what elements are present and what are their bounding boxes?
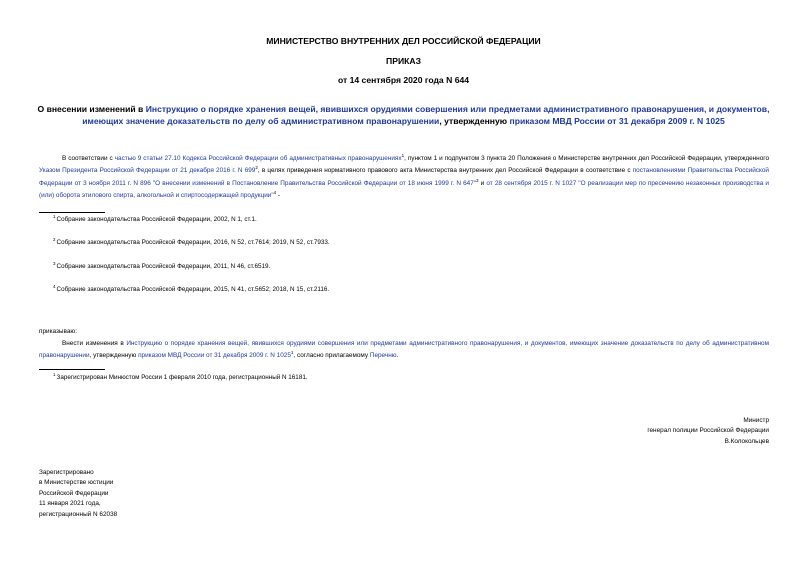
footnote: $^1$Собрание законодательства Российской Федерации, 2002, N 1, ст.1. — [53, 213, 257, 223]
title-text: , утвержденную — [439, 115, 510, 126]
footnote: $^1$Зарегистрирован Минюстом России 1 февраля 2010 года, регистрационный N 16181. — [53, 371, 308, 381]
decree-699-link[interactable]: Указом Президента Российской Федерации от 21 декабря 2016 г. N 699 — [39, 167, 256, 175]
footnote-ref[interactable]: 3 — [476, 177, 479, 183]
intro-text: - — [276, 191, 281, 199]
instruction-link[interactable]: Инструкцию о порядке хранения вещей, явившихся орудиями совершения или предметами административного правонарушения, и документов, имеющих значение доказательств по делу об административном правонарушении — [82, 104, 770, 126]
document-date-number: от 14 сентября 2020 года N 644 — [337, 75, 470, 85]
signature-name: В.Колокольцев — [724, 437, 769, 445]
footnote-ref[interactable]: 1 — [401, 152, 405, 158]
order-text: , согласно прилагаемому — [293, 352, 370, 360]
footnote: $^4$Собрание законодательства Российской Федерации, 2015, N 41, ст.5652; 2018, N 15, ст.2116. — [53, 283, 330, 293]
order-text: . — [396, 352, 399, 360]
order-1025-link[interactable]: приказом МВД России от 31 декабря 2009 г. N 1025 — [138, 352, 291, 360]
order-text: , утвержденную — [89, 352, 139, 360]
ministry-name: МИНИСТЕРСТВО ВНУТРЕННИХ ДЕЛ РОССИЙСКОЙ ФЕДЕРАЦИИ — [266, 36, 541, 46]
footnote: $^2$Собрание законодательства Российской Федерации, 2016, N 52, ст.7614; 2019, N 52, ст.7933. — [53, 236, 330, 246]
resolution-896-link[interactable]: постановлениями Правительства Российской Федерации от 3 ноября 2011 г. N 896 "О внесении изменений в Постановление Правительства Российской Федерации от 18 июня 1999 г. N 647" — [39, 167, 769, 187]
koap-link[interactable]: частью 9 статьи 27.10 Кодекса Российской Федерации об административных правонарушениях — [114, 155, 402, 162]
footnote-ref[interactable]: 4 — [273, 189, 277, 195]
appendix-list-link[interactable]: Перечню — [369, 352, 397, 360]
document-title — [20, 104, 787, 127]
footnote-ref[interactable]: 2 — [255, 165, 258, 171]
order-paragraph — [39, 338, 769, 363]
footnote-ref[interactable]: 1 — [290, 350, 294, 356]
intro-text: и — [478, 179, 487, 187]
intro-text: В соответствии с — [62, 155, 115, 162]
signature-block — [549, 416, 769, 447]
intro-text: , пунктом 1 и подпунктом 3 пункта 20 Положения о Министерстве внутренних дел Российской Федерации, утвержденного — [404, 155, 769, 162]
signature-position: Министр — [743, 417, 769, 424]
instruction-link[interactable]: Инструкцию о порядке хранения вещей, явившихся орудиями совершения или предметами административного правонарушения, и документов, имеющих значение доказательств по делу об административном правонарушении — [39, 340, 770, 360]
footnote: $^3$Собрание законодательства Российской Федерации, 2011, N 46, ст.6519. — [53, 260, 271, 270]
order-word: приказываю: — [39, 328, 77, 335]
footnote-divider — [39, 369, 105, 370]
footnote-divider — [39, 212, 105, 213]
intro-paragraph — [39, 153, 769, 202]
title-text: О внесении изменений в — [37, 104, 146, 114]
resolution-1027-link[interactable]: от 28 сентября 2015 г. N 1027 "О реализации мер по пресечению незаконных производства и (или) оборота этилового спирта, алкогольной и спиртосодержащей продукции" — [39, 179, 769, 199]
intro-text: , в целях приведения нормативного правового акта Министерства внутренних дел Российской Федерации в соответствие с — [257, 167, 633, 175]
order-1025-link[interactable]: приказом МВД России от 31 декабря 2009 г. N 1025 — [509, 115, 725, 126]
registration-block: Зарегистрировано в Министерстве юстиции Российской Федерации 11 января 2021 года, регистрационный N 62038 — [39, 469, 118, 518]
signature-rank: генерал полиции Российской Федерации — [647, 427, 769, 435]
order-text: Внести изменения в — [62, 340, 127, 347]
document-type: ПРИКАЗ — [386, 56, 421, 66]
